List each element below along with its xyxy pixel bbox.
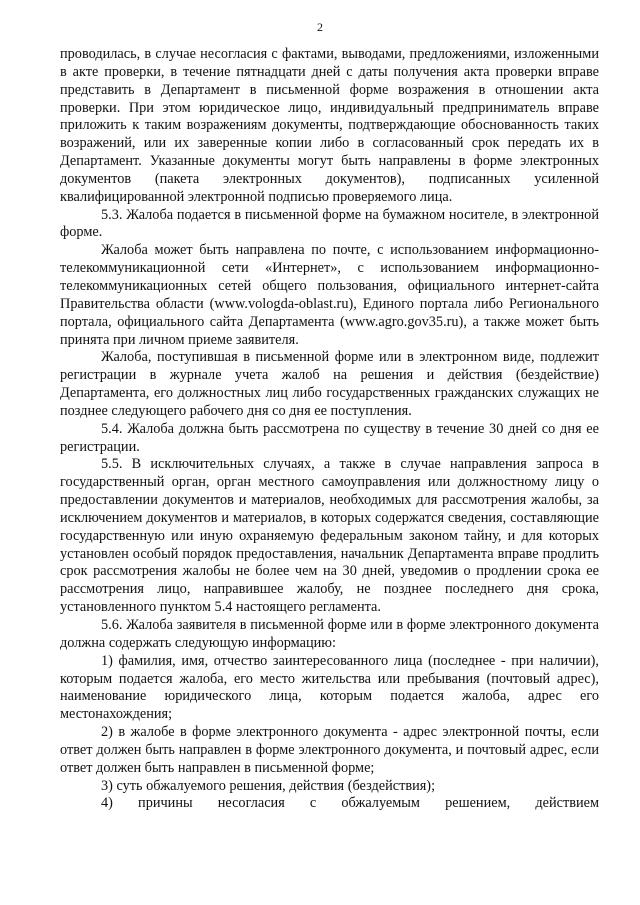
paragraph-complaint-registration: Жалоба, поступившая в письменной форме или в электронном виде, подлежит регистрации в журнале учета жалоб на решения и действия (бездействие) Департамента, его должностных лиц либо государственных гражданских служащих не позднее следующего рабочего дня со дня ее поступления. xyxy=(60,349,599,419)
paragraph-5-6-required-info: 5.6. Жалоба заявителя в письменной форме или в форме электронного документа должна содержать следующую информацию: xyxy=(60,617,599,651)
list-item-1-applicant-name: 1) фамилия, имя, отчество заинтересованного лица (последнее - при наличии), которым подается жалоба, его место жительства или пребывания (почтовый адрес), наименование юридического лица, которым подается жалоба, адрес его местонахождения; xyxy=(60,652,599,723)
document-body xyxy=(60,46,599,813)
paragraph-5-3-complaint-form: 5.3. Жалоба подается в письменной форме на бумажном носителе, в электронной форме. xyxy=(60,206,599,241)
list-item-2-email-address: 2) в жалобе в форме электронного документа - адрес электронной почты, если ответ должен быть направлен в форме электронного документа, и почтовый адрес, если ответ должен быть направлен в письменной форме; xyxy=(60,724,599,776)
paragraph-5-4-review-period: 5.4. Жалоба должна быть рассмотрена по существу в течение 30 дней со дня ее регистрации. xyxy=(60,420,599,455)
list-item-3-essence-of-decision: 3) суть обжалуемого решения, действия (бездействия); xyxy=(101,777,436,794)
paragraph-complaint-channels: Жалоба может быть направлена по почте, с использованием информационно-телекоммуникационной сети «Интернет», с использованием информационно-телекоммуникационных сетей общего пользования, официального интернет-сайта Правительства области (www.vologda-oblast.ru), Единого портала либо Регионального портала, официального сайта Департамента (www.agro.gov35.ru), а также может быть принята при личном приеме заявителя. xyxy=(60,242,599,348)
list-item-4-reasons-disagreement: 4) причины несогласия с обжалуемым решением, действием xyxy=(101,795,599,812)
page-number: 2 xyxy=(317,20,323,34)
paragraph-inspection-objections: проводилась, в случае несогласия с фактами, выводами, предложениями, изложенными в акте проверки, в течение пятнадцати дней с даты получения акта проверки вправе представить в Департамент в письменной форме возражения в отношении акта проверки. При этом юридическое лицо, индивидуальный предприниматель вправе приложить к таким возражениям документы, подтверждающие обоснованность таких возражений, или их заверенные копии либо в согласованный срок передать их в Департамент. Указанные документы могут быть направлены в форме электронных документов (пакета электронных документов), подписанных усиленной квалифицированной электронной подписью проверяемого лица. xyxy=(60,46,599,205)
paragraph-5-5-extension: 5.5. В исключительных случаях, а также в случае направления запроса в государственный орган, орган местного самоуправления или должностному лицу о предоставлении документов и материалов, необходимых для рассмотрения жалобы, за исключением документов и материалов, в которых содержатся сведения, составляющие государственную или иную охраняемую федеральным законом тайну, и для которых установлен особый порядок предоставления, начальник Департамента вправе продлить срок рассмотрения жалобы не более чем на 30 дней, уведомив о продлении срока ее рассмотрения лицо, направившее жалобу, не позднее последнего дня срока, установленного пунктом 5.4 настоящего регламента. xyxy=(60,456,599,616)
